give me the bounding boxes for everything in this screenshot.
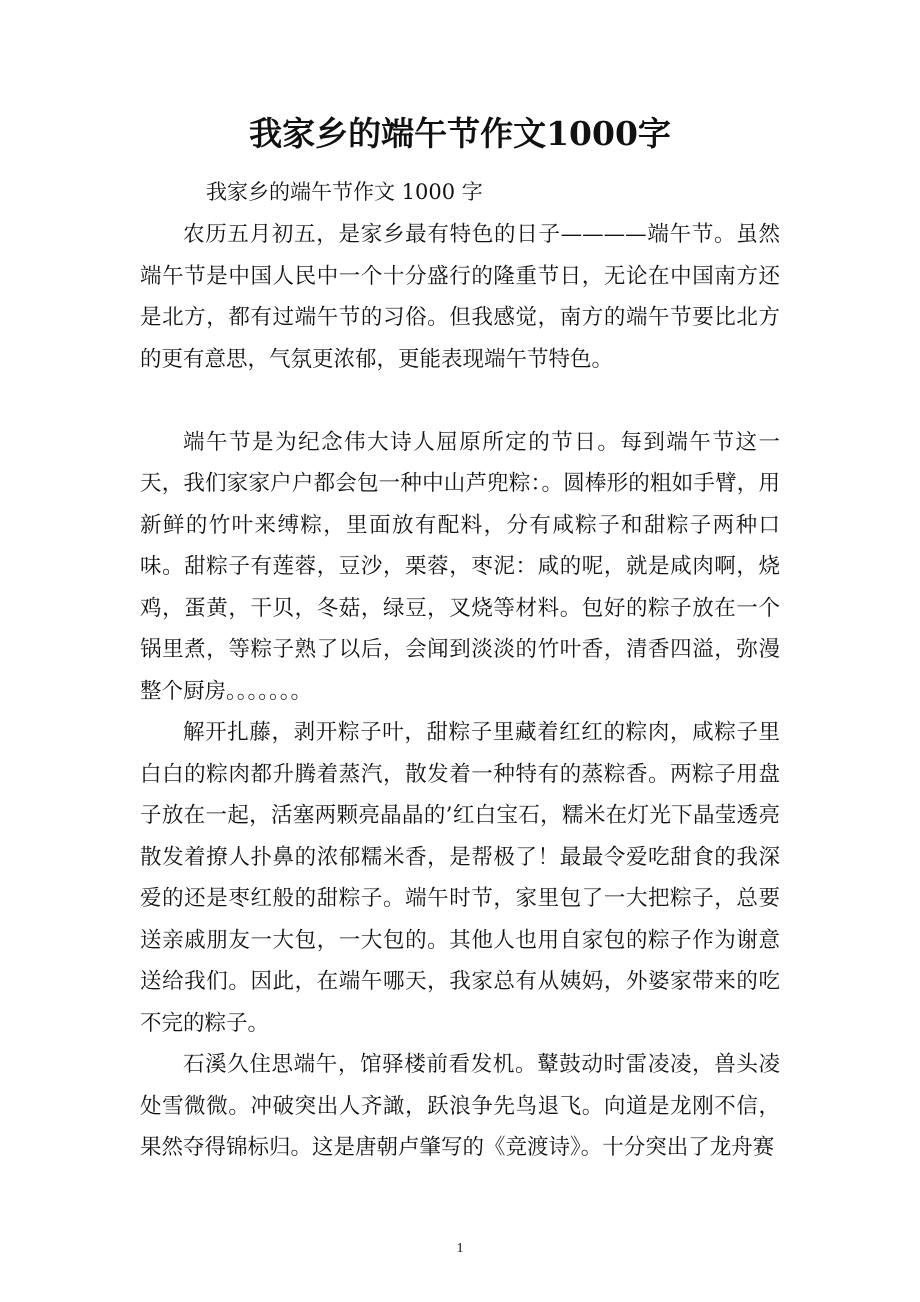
paragraph-1: 农历五月初五，是家乡最有特色的日子————端午节。虽然端午节是中国人民中一个十分盛行的隆重节日，无论在中国南方还是北方，都有过端午节的习俗。但我感觉，南方的端午节要比北方的更有意思，气氛更浓郁，更能表现端午节特色。	[140, 222, 780, 372]
paragraph-3: 解开扎藤，剥开粽子叶，甜粽子里藏着红红的粽肉，咸粽子里白白的粽肉都升腾着蒸汽，散发着一种特有的蒸粽香。两粽子用盘子放在一起，活塞两颗亮晶晶的’红白宝石，糯米在灯光下晶莹透亮散发着撩人扑鼻的浓郁糯米香，是帮极了！最最令爱吃甜食的我深爱的还是枣红般的甜粽子。端午时节，家里包了一大把粽子，总要送亲戚朋友一大包，一大包的。其他人也用自家包的粽子作为谢意送给我们。因此，在端午哪天，我家总有从姨妈，外婆家带来的吃不完的粽子。	[140, 720, 780, 1036]
page-number: 1	[456, 1241, 464, 1256]
document-body	[140, 214, 780, 1169]
document-title: 我家乡的端午节作文1000字	[249, 114, 671, 153]
paragraph-4: 石溪久住思端午，馆驿楼前看发机。鼙鼓动时雷凌凌，兽头凌处雪微微。冲破突出人齐譀，跃浪争先鸟退飞。向道是龙刚不信，果然夺得锦标归。这是唐朝卢肇写的《竞渡诗》。十分突出了龙舟赛	[140, 1052, 780, 1160]
document-subtitle: 我家乡的端午节作文 1000 字	[206, 180, 483, 204]
paragraph-2: 端午节是为纪念伟大诗人屈原所定的节日。每到端午节这一天，我们家家户户都会包一种中山芦兜粽：。圆棒形的粗如手臂，用新鲜的竹叶来缚粽，里面放有配料，分有咸粽子和甜粽子两种口味。甜粽子有莲蓉，豆沙，栗蓉，枣泥：咸的呢，就是咸肉啊，烧鸡，蛋黄，干贝，冬菇，绿豆，叉烧等材料。包好的粽子放在一个锅里煮，等粽子熟了以后，会闻到淡淡的竹叶香，清香四溢，弥漫整个厨房。。。。。。。	[140, 429, 780, 704]
paragraph-spacer	[140, 380, 780, 422]
